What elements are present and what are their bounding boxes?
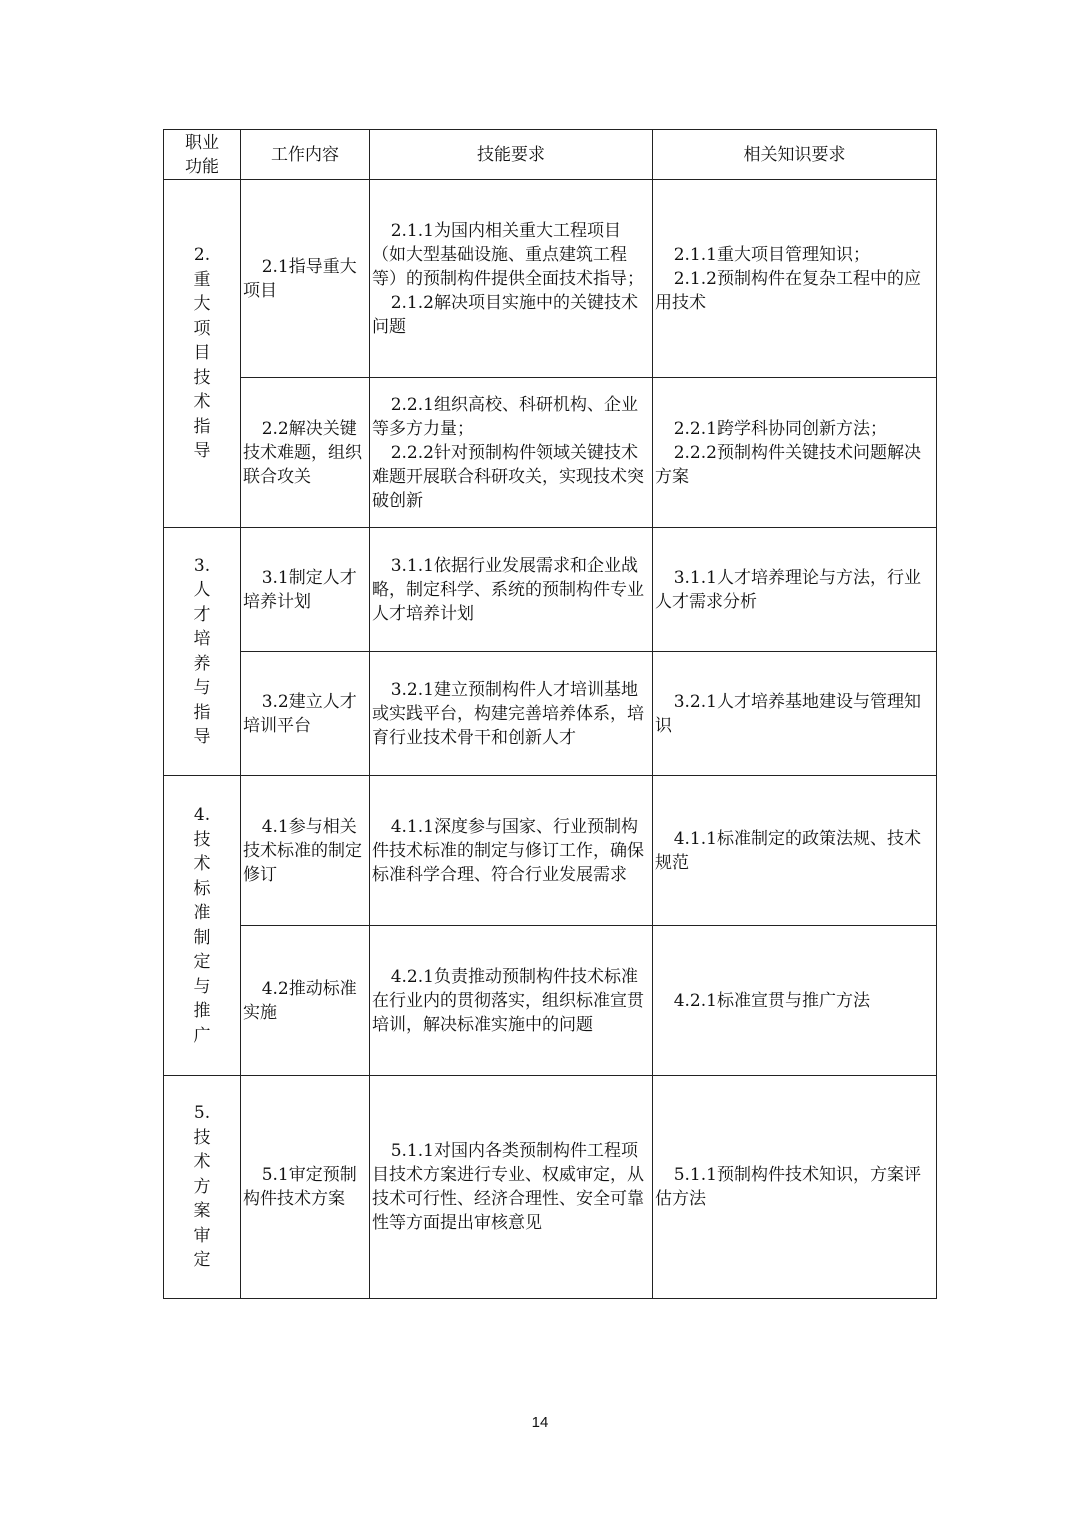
table-row [164,652,937,776]
skill-cell: 5.1.1对国内各类预制构件工程项目技术方案进行专业、权威审定，从技术可行性、经济合理性、安全可靠性等方面提出审核意见 [370,1076,653,1299]
knowledge-cell: 2.1.1重大项目管理知识； 2.1.2预制构件在复杂工程中的应用技术 [653,180,937,378]
function-cell: 2.重大项目技术指导 [164,180,241,528]
header-work-content: 工作内容 [241,130,370,180]
skill-cell: 3.2.1建立预制构件人才培训基地或实践平台，构建完善培养体系，培育行业技术骨干和创新人才 [370,652,653,776]
skill-cell: 3.1.1依据行业发展需求和企业战略，制定科学、系统的预制构件专业人才培养计划 [370,528,653,652]
knowledge-cell: 2.2.1跨学科协同创新方法； 2.2.2预制构件关键技术问题解决方案 [653,378,937,528]
skill-cell: 4.2.1负责推动预制构件技术标准在行业内的贯彻落实，组织标准宣贯培训，解决标准实施中的问题 [370,926,653,1076]
knowledge-cell: 3.2.1人才培养基地建设与管理知识 [653,652,937,776]
work-content-cell: 5.1审定预制构件技术方案 [241,1076,370,1299]
work-content-cell: 2.1指导重大项目 [241,180,370,378]
table-row [164,180,937,378]
knowledge-cell: 4.1.1标准制定的政策法规、技术规范 [653,776,937,926]
skill-cell: 4.1.1深度参与国家、行业预制构件技术标准的制定与修订工作，确保标准科学合理、符合行业发展需求 [370,776,653,926]
knowledge-cell: 5.1.1预制构件技术知识，方案评估方法 [653,1076,937,1299]
page-number: 14 [531,1414,549,1431]
header-skill-requirements: 技能要求 [370,130,653,180]
work-content-cell: 3.2建立人才培训平台 [241,652,370,776]
work-content-cell: 4.1参与相关技术标准的制定修订 [241,776,370,926]
work-content-cell: 3.1制定人才培养计划 [241,528,370,652]
skill-cell: 2.2.1组织高校、科研机构、企业等多方力量； 2.2.2针对预制构件领域关键技术难题开展联合科研攻关，实现技术突破创新 [370,378,653,528]
header-knowledge-requirements: 相关知识要求 [653,130,937,180]
knowledge-cell: 3.1.1人才培养理论与方法，行业人才需求分析 [653,528,937,652]
header-function: 职业 功能 [164,130,241,180]
work-content-cell: 4.2推动标准实施 [241,926,370,1076]
function-cell: 3.人才培养与指导 [164,528,241,776]
work-content-cell: 2.2解决关键技术难题，组织联合攻关 [241,378,370,528]
function-cell: 4.技术标准制定与推广 [164,776,241,1076]
skill-cell: 2.1.1为国内相关重大工程项目（如大型基础设施、重点建筑工程等）的预制构件提供全面技术指导； 2.1.2解决项目实施中的关键技术问题 [370,180,653,378]
competency-table [163,129,937,1299]
table-row [164,528,937,652]
table-row [164,926,937,1076]
table-row [164,776,937,926]
table-row [164,1076,937,1299]
knowledge-cell: 4.2.1标准宣贯与推广方法 [653,926,937,1076]
function-cell: 5.技术方案审定 [164,1076,241,1299]
table-row [164,378,937,528]
table-header-row [164,130,937,180]
